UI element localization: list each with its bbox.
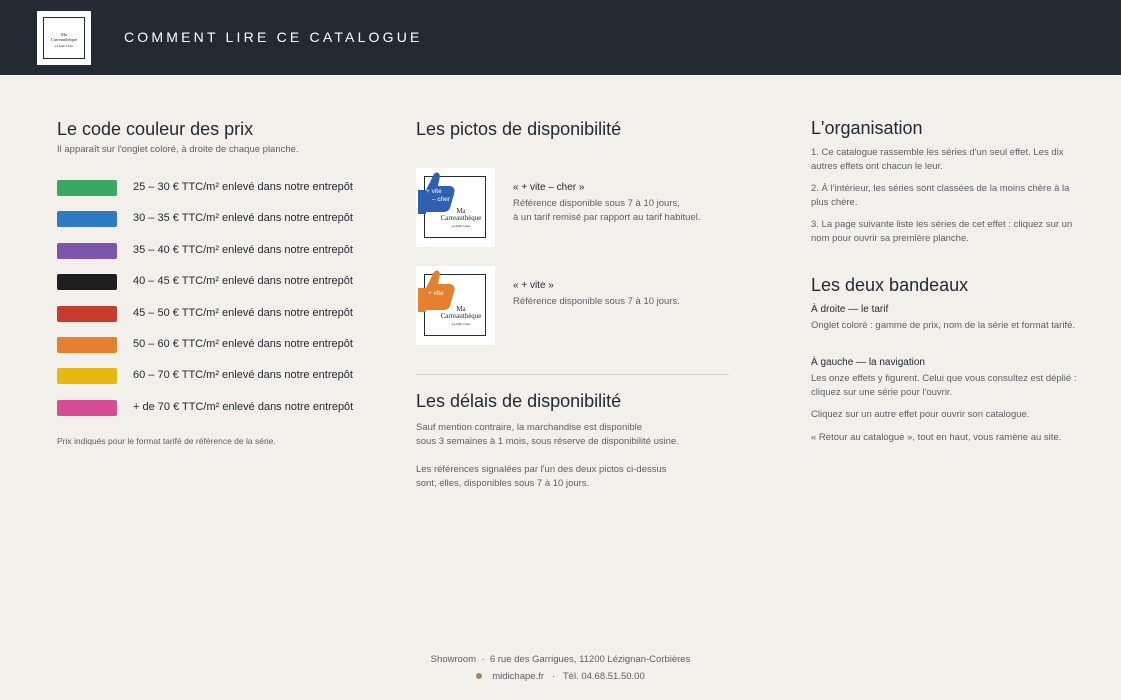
footer-showroom: Showroom bbox=[430, 654, 477, 665]
logo-line-2: Carreauthèque bbox=[50, 37, 78, 42]
prices-subtitle: Il apparaît sur l'onglet coloré, à droite de chaque planche. bbox=[57, 144, 299, 155]
price-swatch bbox=[57, 211, 117, 227]
prices-note: Prix indiqués pour le format tarifé de référence de la série. bbox=[57, 436, 276, 446]
price-range-label: 25 – 30 € TTC/m² enlevé dans notre entrepôt bbox=[133, 181, 353, 193]
organisation-p3: 3. La page suivante liste les séries de cet effet : cliquez sur un nom pour ouvrir sa première planche. bbox=[811, 219, 1073, 244]
bandeaux-left-text: Les onze effets y figurent. Celui que vous consultez est déplié : cliquez sur une série pour l'ouvrir. bbox=[811, 373, 1077, 398]
footer-site-link[interactable]: midichape.fr bbox=[492, 671, 545, 682]
header-bar bbox=[0, 0, 1121, 75]
price-range-label: + de 70 € TTC/m² enlevé dans notre entrepôt bbox=[133, 400, 354, 413]
badge-brand: Ma Carreauthèque par Midi Chape bbox=[440, 305, 482, 326]
delais-paragraph-1: Sauf mention contraire, la marchandise est disponible sous 3 semaines à 1 mois, sous réserve de disponibilité usine. bbox=[416, 422, 679, 447]
organisation-title: L'organisation bbox=[811, 118, 923, 138]
brand-logo[interactable] bbox=[37, 11, 91, 65]
bandeaux-p4: « Retour au catalogue », tout en haut, vous ramène au site. bbox=[811, 432, 1062, 443]
bandeaux-p3: Cliquez sur un autre effet pour ouvrir son catalogue. bbox=[811, 409, 1030, 420]
badge-desc-vite: Référence disponible sous 7 à 10 jours. bbox=[513, 296, 680, 307]
organisation-p1: 1. Ce catalogue rassemble les séries d'un seul effet. Les dix autres effets ont chacun le leur. bbox=[811, 147, 1064, 172]
badge-brand: Ma Carreauthèque par Midi Chape bbox=[440, 207, 482, 228]
price-swatch bbox=[57, 180, 117, 196]
delais-paragraph-2: Les références signalées par l'un des deux pictos ci-dessus sont, elles, disponibles sous 7 à 10 jours. bbox=[416, 464, 667, 489]
price-range-label: 40 – 45 € TTC/m² enlevé dans notre entrepôt bbox=[133, 275, 353, 288]
price-range-label: 35 – 40 € TTC/m² enlevé dans notre entrepôt bbox=[133, 243, 353, 256]
footer-phone[interactable]: Tél. 04.68.51.50.00 bbox=[562, 671, 645, 682]
organisation-p2: 2. À l'intérieur, les séries sont classées de la moins chère à la plus chère. bbox=[811, 183, 1070, 208]
bandeaux-right-head: À droite — le tarif bbox=[811, 304, 889, 315]
bandeaux-title: Les deux bandeaux bbox=[811, 275, 969, 295]
logo-sub: par Midi Chape bbox=[54, 44, 74, 48]
badge-vite-cher bbox=[416, 168, 495, 247]
bandeaux-left-head: À gauche — la navigation bbox=[811, 357, 925, 368]
logo-line-1: Ma bbox=[61, 32, 67, 37]
bandeaux-right-text: Onglet coloré : gamme de prix, nom de la série et format tarifé. bbox=[811, 320, 1076, 331]
price-range-label: 45 – 50 € TTC/m² enlevé dans notre entrepôt bbox=[133, 306, 353, 319]
footer-address: 6 rue des Garrigues, 11200 Lézignan-Corbières bbox=[489, 654, 691, 665]
badge-thumb-text: + vite bbox=[428, 290, 444, 297]
price-range-label: 60 – 70 € TTC/m² enlevé dans notre entrepôt bbox=[133, 369, 353, 382]
pictos-title: Les pictos de disponibilité bbox=[416, 119, 622, 139]
page-title: COMMENT LIRE CE CATALOGUE bbox=[124, 29, 423, 45]
badge-caption-vite-cher: « + vite – cher » bbox=[513, 182, 585, 193]
price-range-label: 50 – 60 € TTC/m² enlevé dans notre entrepôt bbox=[133, 338, 353, 350]
price-swatch bbox=[57, 337, 117, 353]
divider bbox=[416, 374, 729, 375]
footer-contact-line: midichape.fr · Tél. 04.68.51.50.00 bbox=[0, 671, 1121, 682]
price-swatch bbox=[57, 368, 117, 384]
price-swatch bbox=[57, 274, 117, 290]
prices-title: Le code couleur des prix bbox=[57, 119, 254, 139]
badge-vite bbox=[416, 266, 495, 345]
badge-desc-vite-cher: Référence disponible sous 7 à 10 jours, à un tarif remisé par rapport au tarif habituel. bbox=[513, 198, 701, 223]
price-swatch bbox=[57, 243, 117, 259]
location-dot-icon bbox=[476, 673, 482, 679]
delais-title: Les délais de disponibilité bbox=[416, 391, 622, 411]
footer-address-line: Showroom · 6 rue des Garrigues, 11200 Lézignan-Corbières bbox=[430, 654, 691, 665]
price-range-label: 30 – 35 € TTC/m² enlevé dans notre entrepôt bbox=[133, 212, 353, 225]
logo-mark bbox=[43, 17, 85, 59]
badge-caption-vite: « + vite » bbox=[513, 280, 554, 291]
price-swatch bbox=[57, 400, 117, 416]
price-swatch bbox=[57, 306, 117, 322]
badge-thumb-text: + vite – cher bbox=[426, 188, 451, 203]
